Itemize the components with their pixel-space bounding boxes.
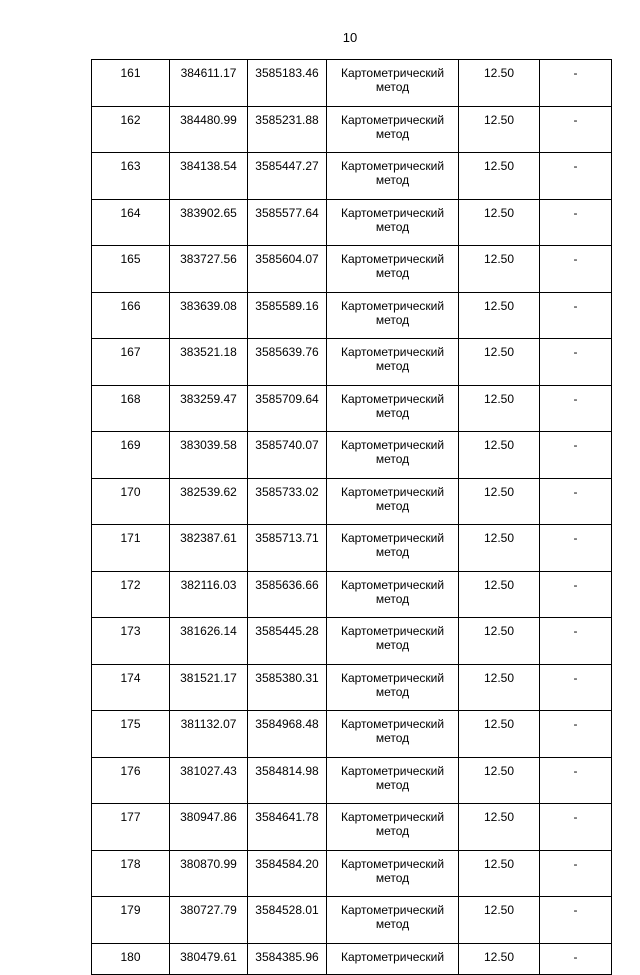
method-line-2: метод [375, 591, 410, 606]
accuracy-cell: 12.50 [459, 618, 540, 665]
note-cell: - [540, 106, 612, 153]
method-line-1: Картометрический [340, 763, 445, 778]
table-row [92, 571, 612, 618]
method-line-1: Картометрический [340, 252, 445, 266]
x-coordinate-cell: 384611.17 [170, 60, 248, 107]
note-cell: - [540, 153, 612, 200]
note-cell: - [540, 618, 612, 665]
table-row [92, 757, 612, 804]
method-line-1: Картометрический [340, 391, 445, 406]
point-number-cell: 174 [92, 664, 170, 711]
method-cell [327, 711, 459, 758]
y-coordinate-cell: 3584385.96 [248, 943, 327, 974]
accuracy-cell: 12.50 [459, 571, 540, 618]
x-coordinate-cell: 383039.58 [170, 432, 248, 479]
method-line-2: метод [375, 173, 410, 187]
x-coordinate-cell: 381521.17 [170, 664, 248, 711]
note-cell: - [540, 246, 612, 293]
method-cell [327, 757, 459, 804]
point-number-cell: 165 [92, 246, 170, 293]
accuracy-cell: 12.50 [459, 106, 540, 153]
y-coordinate-cell: 3585183.46 [248, 60, 327, 107]
method-line-1: Картометрический [340, 531, 445, 545]
method-cell [327, 246, 459, 293]
accuracy-cell: 12.50 [459, 339, 540, 386]
accuracy-cell: 12.50 [459, 292, 540, 339]
table-row [92, 943, 612, 974]
method-line-1: Картометрический [340, 624, 445, 638]
y-coordinate-cell: 3585577.64 [248, 199, 327, 246]
table-row [92, 106, 612, 153]
point-number-cell: 175 [92, 711, 170, 758]
point-number-cell: 179 [92, 897, 170, 944]
accuracy-cell: 12.50 [459, 711, 540, 758]
accuracy-cell: 12.50 [459, 432, 540, 479]
x-coordinate-cell: 380727.79 [170, 897, 248, 944]
method-line-2: метод [375, 545, 410, 559]
y-coordinate-cell: 3585445.28 [248, 618, 327, 665]
point-number-cell: 171 [92, 525, 170, 572]
method-line-1: Картометрический [340, 66, 445, 80]
method-cell [327, 199, 459, 246]
y-coordinate-cell: 3585733.02 [248, 478, 327, 525]
x-coordinate-cell: 380870.99 [170, 850, 248, 897]
note-cell: - [540, 292, 612, 339]
method-line-2: метод [375, 870, 410, 885]
table-row [92, 246, 612, 293]
note-cell: - [540, 711, 612, 758]
y-coordinate-cell: 3585447.27 [248, 153, 327, 200]
accuracy-cell: 12.50 [459, 525, 540, 572]
method-line-2: метод [375, 684, 410, 699]
point-number-cell: 173 [92, 618, 170, 665]
table-row [92, 478, 612, 525]
y-coordinate-cell: 3585709.64 [248, 385, 327, 432]
method-line-2: метод [375, 452, 410, 466]
method-line-1: Картометрический [340, 717, 445, 731]
note-cell: - [540, 850, 612, 897]
y-coordinate-cell: 3584968.48 [248, 711, 327, 758]
y-coordinate-cell: 3585713.71 [248, 525, 327, 572]
method-line-1: Картометрический [340, 345, 445, 359]
method-line-2: метод [375, 731, 410, 745]
x-coordinate-cell: 380479.61 [170, 943, 248, 974]
point-number-cell: 170 [92, 478, 170, 525]
table-row [92, 432, 612, 479]
method-line-2: метод [375, 917, 410, 931]
method-cell [327, 153, 459, 200]
method-line-2: метод [375, 80, 410, 94]
table-row [92, 60, 612, 107]
method-cell [327, 292, 459, 339]
accuracy-cell: 12.50 [459, 664, 540, 711]
note-cell: - [540, 60, 612, 107]
method-line-1: Картометрический [340, 298, 445, 313]
y-coordinate-cell: 3584814.98 [248, 757, 327, 804]
method-line-2: метод [375, 126, 410, 141]
x-coordinate-cell: 382387.61 [170, 525, 248, 572]
table-row [92, 804, 612, 851]
table-row [92, 339, 612, 386]
note-cell: - [540, 571, 612, 618]
note-cell: - [540, 525, 612, 572]
table-row [92, 618, 612, 665]
method-line-2: метод [375, 219, 410, 234]
method-line-1: Картометрический [340, 670, 445, 685]
method-cell [327, 385, 459, 432]
method-line-1: Картометрический [340, 205, 445, 220]
point-number-cell: 164 [92, 199, 170, 246]
note-cell: - [540, 943, 612, 974]
accuracy-cell: 12.50 [459, 757, 540, 804]
table-row [92, 199, 612, 246]
method-cell [327, 60, 459, 107]
y-coordinate-cell: 3585639.76 [248, 339, 327, 386]
method-line-1: Картометрический [340, 438, 445, 452]
table-row [92, 385, 612, 432]
method-line-1: Картометрический [340, 484, 445, 499]
accuracy-cell: 12.50 [459, 153, 540, 200]
method-line-1: Картометрический [340, 159, 445, 173]
y-coordinate-cell: 3585604.07 [248, 246, 327, 293]
method-cell [327, 106, 459, 153]
accuracy-cell: 12.50 [459, 60, 540, 107]
coordinates-table [91, 59, 612, 975]
x-coordinate-cell: 383639.08 [170, 292, 248, 339]
method-cell [327, 432, 459, 479]
y-coordinate-cell: 3585231.88 [248, 106, 327, 153]
table-row [92, 711, 612, 758]
accuracy-cell: 12.50 [459, 246, 540, 293]
point-number-cell: 169 [92, 432, 170, 479]
method-line-2: метод [375, 638, 410, 652]
point-number-cell: 168 [92, 385, 170, 432]
note-cell: - [540, 664, 612, 711]
y-coordinate-cell: 3585589.16 [248, 292, 327, 339]
x-coordinate-cell: 382539.62 [170, 478, 248, 525]
method-cell [327, 804, 459, 851]
y-coordinate-cell: 3584584.20 [248, 850, 327, 897]
table-row [92, 664, 612, 711]
x-coordinate-cell: 382116.03 [170, 571, 248, 618]
point-number-cell: 172 [92, 571, 170, 618]
method-line-2: метод [375, 824, 410, 838]
x-coordinate-cell: 384480.99 [170, 106, 248, 153]
method-line-1: Картометрический [340, 903, 445, 917]
point-number-cell: 167 [92, 339, 170, 386]
note-cell: - [540, 804, 612, 851]
x-coordinate-cell: 380947.86 [170, 804, 248, 851]
method-cell [327, 571, 459, 618]
point-number-cell: 178 [92, 850, 170, 897]
method-line-1: Картометрический [340, 856, 445, 871]
x-coordinate-cell: 384138.54 [170, 153, 248, 200]
y-coordinate-cell: 3585380.31 [248, 664, 327, 711]
table-row [92, 525, 612, 572]
x-coordinate-cell: 381027.43 [170, 757, 248, 804]
accuracy-cell: 12.50 [459, 850, 540, 897]
method-line-1: Картометрический [340, 577, 445, 592]
table-row [92, 153, 612, 200]
note-cell: - [540, 897, 612, 944]
point-number-cell: 176 [92, 757, 170, 804]
page-number: 10 [342, 30, 358, 45]
method-line-2: метод [375, 405, 410, 420]
y-coordinate-cell: 3585740.07 [248, 432, 327, 479]
accuracy-cell: 12.50 [459, 478, 540, 525]
method-line-2: метод [375, 777, 410, 792]
table-row [92, 850, 612, 897]
method-line-1: Картометрический [340, 810, 445, 824]
x-coordinate-cell: 381132.07 [170, 711, 248, 758]
accuracy-cell: 12.50 [459, 385, 540, 432]
y-coordinate-cell: 3584641.78 [248, 804, 327, 851]
method-cell [327, 478, 459, 525]
point-number-cell: 180 [92, 943, 170, 974]
point-number-cell: 163 [92, 153, 170, 200]
method-cell [327, 850, 459, 897]
method-line-1: Картометрический [340, 949, 445, 964]
coordinates-table-body [92, 60, 612, 975]
point-number-cell: 161 [92, 60, 170, 107]
y-coordinate-cell: 3585636.66 [248, 571, 327, 618]
method-cell [327, 525, 459, 572]
accuracy-cell: 12.50 [459, 943, 540, 974]
method-line-2: метод [375, 359, 410, 373]
method-cell [327, 943, 459, 974]
point-number-cell: 177 [92, 804, 170, 851]
x-coordinate-cell: 383259.47 [170, 385, 248, 432]
x-coordinate-cell: 383727.56 [170, 246, 248, 293]
x-coordinate-cell: 383902.65 [170, 199, 248, 246]
accuracy-cell: 12.50 [459, 804, 540, 851]
table-row [92, 292, 612, 339]
method-cell [327, 618, 459, 665]
note-cell: - [540, 339, 612, 386]
note-cell: - [540, 432, 612, 479]
note-cell: - [540, 478, 612, 525]
note-cell: - [540, 757, 612, 804]
note-cell: - [540, 199, 612, 246]
method-cell [327, 897, 459, 944]
y-coordinate-cell: 3584528.01 [248, 897, 327, 944]
point-number-cell: 166 [92, 292, 170, 339]
note-cell: - [540, 385, 612, 432]
method-cell [327, 339, 459, 386]
point-number-cell: 162 [92, 106, 170, 153]
accuracy-cell: 12.50 [459, 199, 540, 246]
accuracy-cell: 12.50 [459, 897, 540, 944]
table-row [92, 897, 612, 944]
method-line-2: метод [375, 266, 410, 280]
method-line-1: Картометрический [340, 112, 445, 127]
method-line-2: метод [375, 312, 410, 327]
x-coordinate-cell: 381626.14 [170, 618, 248, 665]
method-line-2: метод [375, 498, 410, 513]
x-coordinate-cell: 383521.18 [170, 339, 248, 386]
method-cell [327, 664, 459, 711]
